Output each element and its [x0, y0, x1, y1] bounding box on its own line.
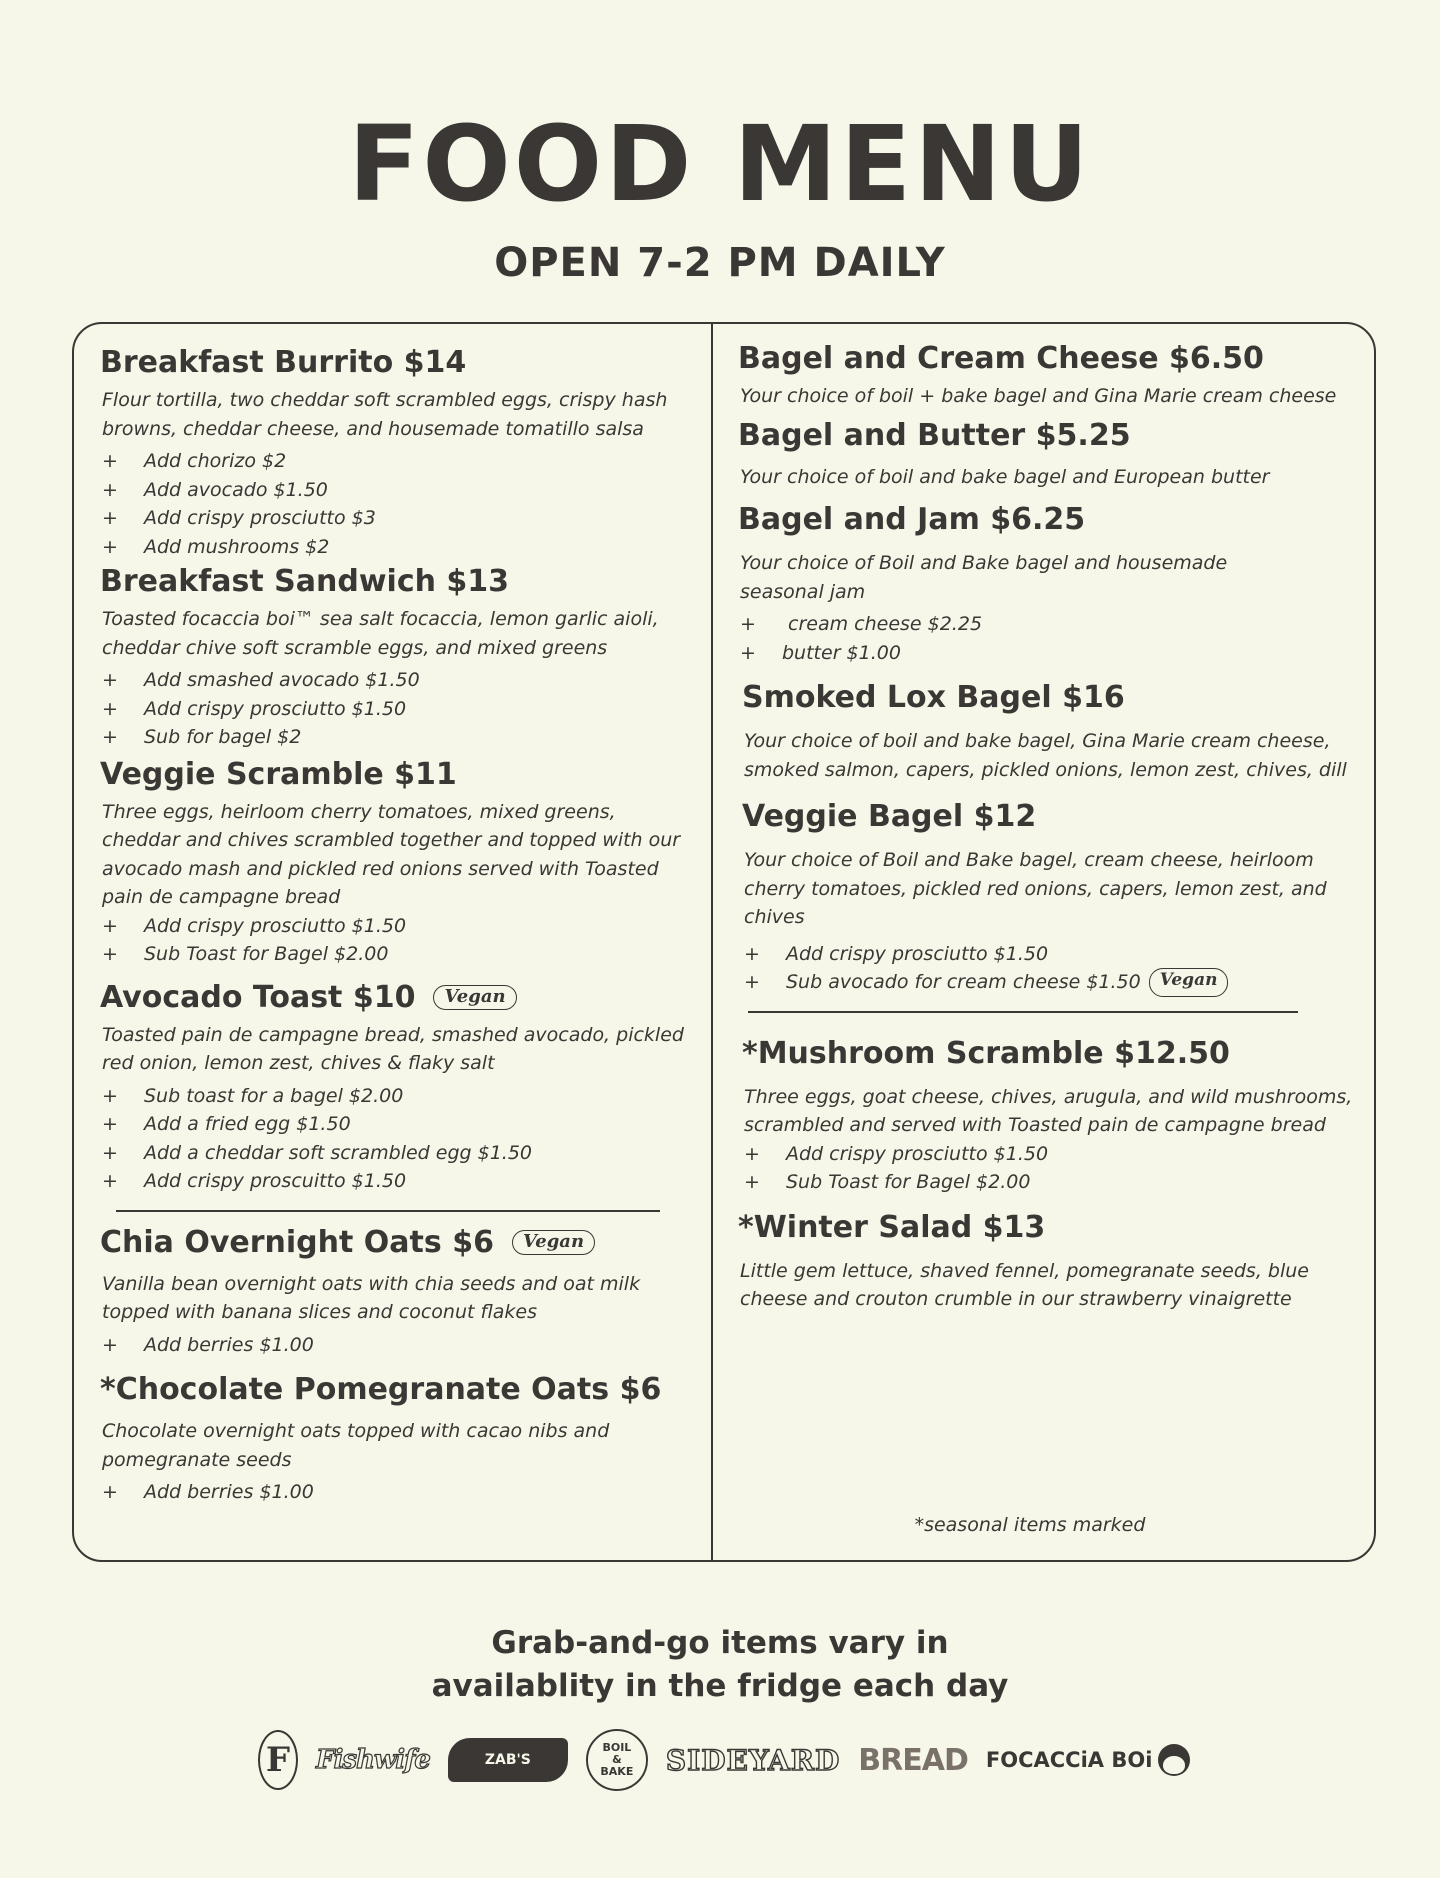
- vegan-badge: Vegan: [512, 1230, 595, 1255]
- item-title-text: Breakfast Sandwich $13: [100, 564, 510, 599]
- item-title: [100, 756, 690, 794]
- menu-item-avocado-toast: [100, 979, 690, 1196]
- menu-item-chocolate-pomegranate-oats: [100, 1371, 690, 1507]
- plus-icon: +: [102, 1333, 118, 1356]
- section-divider: [116, 1210, 660, 1212]
- addon-text: Sub avocado for cream cheese $1.50: [786, 971, 1141, 993]
- addon: [102, 476, 690, 505]
- item-description: Chocolate overnight oats topped with cacao nibs and pomegranate seeds: [102, 1420, 610, 1471]
- item-description: Your choice of boil and bake bagel, Gina Marie cream cheese, smoked salmon, capers, pickled onions, lemon zest, chives, dill: [744, 730, 1347, 781]
- item-description: Your choice of Boil and Bake bagel and housemade seasonal jam: [740, 552, 1228, 603]
- item-description: Your choice of boil and bake bagel and European butter: [740, 465, 1270, 488]
- item-title: [738, 340, 1368, 378]
- item-title-text: *Winter Salad $13: [738, 1209, 1046, 1245]
- plus-icon: +: [744, 1142, 760, 1165]
- item-title-text: Bagel and Butter $5.25: [738, 417, 1131, 453]
- addon-text: Add avocado $1.50: [144, 478, 328, 501]
- focaccia-boi-logo: [986, 1744, 1191, 1776]
- addon-text: Sub toast for a bagel $2.00: [144, 1084, 404, 1107]
- addon-text: Add berries $1.00: [144, 1481, 314, 1503]
- bake-text: BAKE: [600, 1765, 634, 1778]
- grab-and-go-note: [0, 1622, 1440, 1708]
- plus-icon: +: [102, 1113, 118, 1135]
- fishwife-logo-icon: Fishwife: [316, 1745, 430, 1775]
- item-description: Vanilla bean overnight oats with chia seeds and oat milk topped with banana slices and coconut flakes: [102, 1272, 641, 1323]
- item-description: Flour tortilla, two cheddar soft scrambled eggs, crispy hash browns, cheddar cheese, and housemade tomatillo salsa: [102, 389, 668, 440]
- menu-item-veggie-bagel: [742, 798, 1368, 997]
- item-description: Little gem lettuce, shaved fennel, pomegranate seeds, blue cheese and crouton crumble in our strawberry vinaigrette: [740, 1259, 1309, 1310]
- boil-and-bake-logo-icon: [586, 1729, 648, 1791]
- section-divider: [748, 1011, 1298, 1013]
- item-title: [738, 1209, 1368, 1247]
- addon: [102, 1478, 690, 1507]
- addon: [102, 1139, 690, 1168]
- bread-logo-icon: BREAD: [858, 1742, 968, 1778]
- menu-item-bagel-cream-cheese: [738, 340, 1368, 411]
- item-title: [738, 501, 1368, 539]
- menu-item-bagel-butter: [738, 417, 1368, 492]
- item-title-text: *Mushroom Scramble $12.50: [742, 1035, 1230, 1071]
- addon-text: Add smashed avocado $1.50: [144, 669, 420, 691]
- menu-item-chia-overnight-oats: [100, 1224, 690, 1360]
- addon-text: Sub Toast for Bagel $2.00: [786, 1171, 1031, 1193]
- plus-icon: +: [102, 1141, 118, 1164]
- addon: [740, 639, 1368, 668]
- addon: [744, 1168, 1368, 1197]
- plus-icon: +: [102, 669, 118, 691]
- seasonal-footnote: *seasonal items marked: [914, 1514, 1146, 1536]
- ampersand-text: &: [612, 1753, 622, 1766]
- item-title-text: Avocado Toast $10: [100, 979, 416, 1015]
- addon: [102, 447, 690, 476]
- item-description: Three eggs, heirloom cherry tomatoes, mixed greens, cheddar and chives scrambled together and topped with our avocado mash and pickled red onions served with Toasted pain de campagne bread: [102, 800, 681, 908]
- addon: [102, 1167, 690, 1196]
- addon: [102, 912, 690, 941]
- plus-icon: +: [744, 942, 760, 965]
- item-description: Toasted pain de campagne bread, smashed avocado, pickled red onion, lemon zest, chives & flaky salt: [102, 1023, 684, 1074]
- vegan-badge: Vegan: [433, 985, 516, 1010]
- addon: [740, 610, 1368, 639]
- plus-icon: +: [740, 613, 756, 635]
- menu-item-breakfast-burrito: [100, 344, 690, 561]
- menu-item-winter-salad: [738, 1209, 1368, 1314]
- item-title: [100, 1224, 690, 1262]
- addon-text: butter $1.00: [782, 641, 901, 664]
- item-title: [742, 798, 1368, 836]
- menu-item-veggie-scramble: [100, 756, 690, 969]
- item-title-text: *Chocolate Pomegranate Oats $6: [100, 1372, 662, 1407]
- item-title: [100, 344, 690, 382]
- item-title-text: Bagel and Cream Cheese $6.50: [738, 341, 1264, 376]
- addon: [102, 1110, 690, 1139]
- item-title: [738, 417, 1368, 455]
- addon: [102, 1082, 690, 1111]
- plus-icon: +: [102, 1170, 118, 1192]
- plus-icon: +: [744, 1171, 760, 1193]
- menu-item-mushroom-scramble: [742, 1035, 1368, 1197]
- item-description: Your choice of Boil and Bake bagel, cream cheese, heirloom cherry tomatoes, pickled red onions, capers, lemon zest, and chives: [744, 849, 1327, 928]
- plus-icon: +: [102, 507, 118, 529]
- menu-item-breakfast-sandwich: [100, 563, 690, 752]
- plus-icon: +: [102, 697, 118, 720]
- addon: [102, 666, 690, 695]
- addon-text: Add crispy proscuitto $1.50: [144, 1170, 407, 1192]
- item-title: [742, 1035, 1368, 1073]
- menu-column-right: [738, 340, 1368, 1318]
- focaccia-boi-text: FOCACCiA BOi: [985, 1748, 1153, 1772]
- plus-icon: +: [740, 641, 756, 664]
- menu-item-bagel-jam: [738, 501, 1368, 667]
- grab-and-go-line-2: availablity in the fridge each day: [431, 1668, 1009, 1704]
- addon: [744, 968, 1368, 997]
- menu-column-left: [100, 344, 690, 1507]
- plus-icon: +: [102, 1481, 118, 1503]
- addon: [102, 533, 690, 562]
- addon-text: Add a cheddar soft scrambled egg $1.50: [144, 1141, 533, 1164]
- plus-icon: +: [744, 971, 760, 993]
- item-description: Your choice of boil + bake bagel and Gina Marie cream cheese: [740, 385, 1337, 407]
- item-title-text: Veggie Bagel $12: [742, 799, 1037, 834]
- item-title-text: Bagel and Jam $6.25: [738, 502, 1086, 537]
- addon-text: Add a fried egg $1.50: [144, 1113, 351, 1135]
- addon-text: Sub Toast for Bagel $2.00: [144, 943, 389, 965]
- addon-text: Add berries $1.00: [144, 1333, 314, 1356]
- column-divider: [711, 322, 713, 1562]
- hours-subtitle: OPEN 7-2 PM DAILY: [494, 240, 946, 286]
- addon-text: Add crispy prosciutto $3: [144, 507, 376, 529]
- addon-text: Add mushrooms $2: [144, 535, 330, 558]
- addon: [102, 723, 690, 752]
- addon: [744, 940, 1368, 969]
- item-description: Three eggs, goat cheese, chives, arugula, and wild mushrooms, scrambled and served with Toasted pain de campagne bread: [744, 1085, 1353, 1136]
- item-description: Toasted focaccia boi™ sea salt focaccia, lemon garlic aioli, cheddar chive soft scramble eggs, and mixed greens: [102, 608, 659, 659]
- addon: [102, 940, 690, 969]
- zabs-logo-icon: ZAB'S: [448, 1738, 568, 1782]
- face-icon: [1158, 1744, 1190, 1776]
- plus-icon: +: [102, 1084, 118, 1107]
- plus-icon: +: [102, 914, 118, 937]
- addon-text: Add crispy prosciutto $1.50: [786, 1142, 1049, 1165]
- plus-icon: +: [102, 450, 118, 472]
- addon-text: Add crispy prosciutto $1.50: [144, 914, 407, 937]
- item-title: [100, 979, 690, 1017]
- page-title: FOOD MENU: [348, 103, 1092, 225]
- f-logo-icon: F: [258, 1730, 298, 1790]
- plus-icon: +: [102, 535, 118, 558]
- item-title-text: Breakfast Burrito $14: [100, 345, 467, 380]
- plus-icon: +: [102, 726, 118, 748]
- addon-text: Sub for bagel $2: [144, 726, 302, 748]
- addon-text: cream cheese $2.25: [788, 613, 983, 635]
- addon: [102, 1331, 690, 1360]
- item-title: [100, 1371, 690, 1409]
- addon: [744, 1140, 1368, 1169]
- sideyard-logo-icon: SIDEYARD: [665, 1743, 841, 1777]
- addon: [102, 695, 690, 724]
- addon-text: Add crispy prosciutto $1.50: [144, 697, 407, 720]
- partner-logos: [258, 1728, 1190, 1792]
- boil-text: BOIL: [602, 1741, 632, 1754]
- addon-text: Add crispy prosciutto $1.50: [786, 942, 1049, 965]
- item-title: [100, 563, 690, 601]
- plus-icon: +: [102, 478, 118, 501]
- plus-icon: +: [102, 943, 118, 965]
- grab-and-go-line-1: Grab-and-go items vary in: [491, 1625, 949, 1661]
- menu-item-smoked-lox-bagel: [742, 679, 1368, 784]
- item-title-text: Chia Overnight Oats $6: [100, 1224, 494, 1260]
- item-title-text: Smoked Lox Bagel $16: [742, 680, 1125, 715]
- addon: [102, 504, 690, 533]
- item-title: [742, 679, 1368, 717]
- item-title-text: Veggie Scramble $11: [100, 756, 457, 792]
- addon-text: Add chorizo $2: [144, 450, 287, 472]
- vegan-badge: Vegan: [1149, 968, 1229, 997]
